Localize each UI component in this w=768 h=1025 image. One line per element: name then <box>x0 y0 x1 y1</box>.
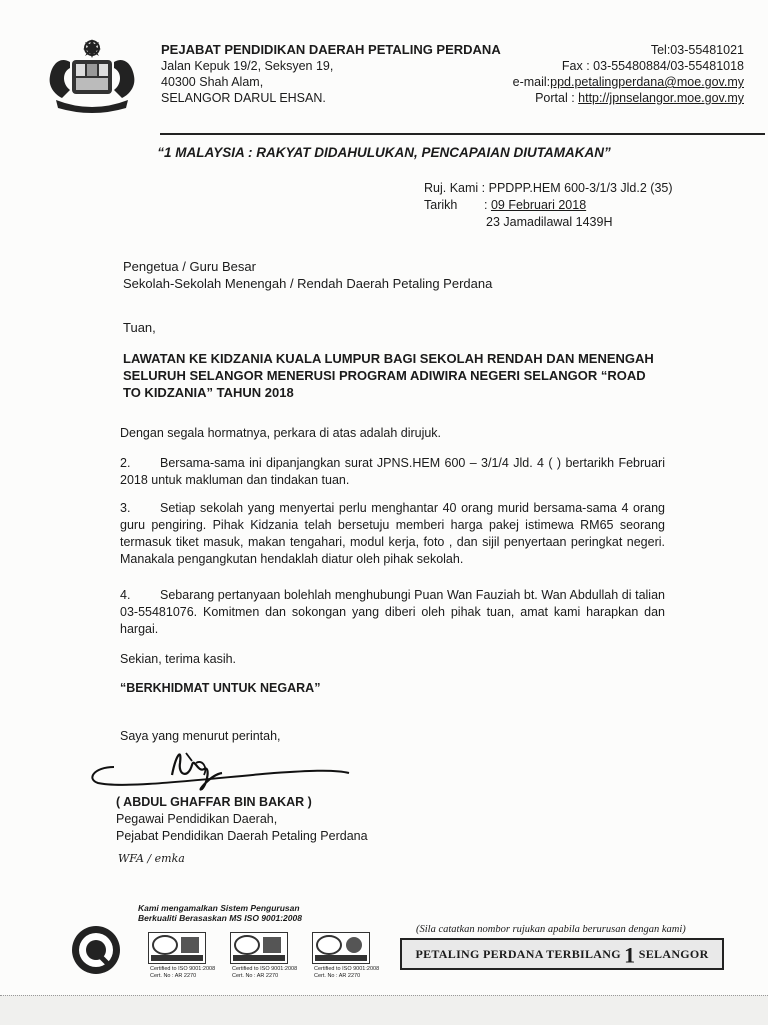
iso-line-1: Kami mengamalkan Sistem Pengurusan <box>138 903 300 913</box>
banner-right-text: SELANGOR <box>638 947 709 961</box>
recipient-line-2: Sekolah-Sekolah Menengah / Rendah Daerah Petaling Perdana <box>123 276 493 291</box>
fax: Fax : 03-55480884/03-55481018 <box>561 59 744 73</box>
paragraph-2-text: Bersama-sama ini dipanjangkan surat JPNS.HEM 600 – 3/1/4 Jld. 4 ( ) bertarikh Februari 2018 untuk makluman dan tindakan tuan. <box>120 456 665 487</box>
reference-block <box>424 180 673 231</box>
tarikh-value: 09 Februari 2018 <box>490 198 587 212</box>
email-line <box>513 74 744 90</box>
paragraph-4 <box>120 587 665 638</box>
date-line: Tarikh : 09 Februari 2018 <box>424 198 587 212</box>
email-link[interactable]: ppd.petalingperdana@moe.gov.my <box>550 75 744 89</box>
slogan: “1 MALAYSIA : RAKYAT DIDAHULUKAN, PENCAPAIAN DIUTAMAKAN” <box>157 145 611 160</box>
sirim-quality-icon <box>149 933 205 963</box>
scan-bottom-edge <box>0 995 768 1025</box>
intro-paragraph: Dengan segala hormatnya, perkara di atas adalah dirujuk. <box>120 426 442 440</box>
sirim-cert-badge-3 <box>312 932 370 964</box>
paragraph-4-text: Sebarang pertanyaan bolehlah menghubungi Puan Wan Fauziah bt. Wan Abdullah di talian 03-55481076. Komitmen dan sokongan yang diberi oleh pihak tuan, amat kami harapkan dan hargai. <box>120 588 665 636</box>
closing-line: Sekian, terima kasih. <box>120 652 237 666</box>
header-divider <box>160 133 765 135</box>
recipient-line-1: Pengetua / Guru Besar <box>123 259 256 274</box>
reference-line <box>424 180 673 197</box>
portal-link[interactable]: http://jpnselangor.moe.gov.my <box>578 91 744 105</box>
signer-office: Pejabat Pendidikan Daerah Petaling Perdana <box>116 829 368 843</box>
cert-caption-2-line-2: Cert. No : AR 2270 <box>232 973 279 979</box>
paragraph-2 <box>120 455 665 489</box>
cert-caption-3 <box>314 966 394 980</box>
paragraph-3-text: Setiap sekolah yang menyertai perlu menghantar 40 orang murid bersama-sama 4 orang guru pengiring. Pihak Kidzania telah bersetuju memberi harga pakej istimewa RM65 seorang termasuk tiket masuk, makan tengahari, modul kerja, foto , dan sijil penyertaan peringkat negeri. Manakala pengangkutan hendaklah diatur oleh pihak sekolah. <box>120 501 665 566</box>
banner-left-text: PETALING PERDANA TERBILANG <box>415 947 621 961</box>
address-line-1: Jalan Kepuk 19/2, Seksyen 19, <box>161 59 334 73</box>
salutation: Tuan, <box>123 320 156 335</box>
tarikh-label: Tarikh <box>424 198 458 212</box>
cert-caption-2 <box>232 966 312 980</box>
address-line-2: 40300 Shah Alam, <box>161 75 264 89</box>
sirim-cert-badge-2 <box>230 932 288 964</box>
cert-caption-3-line-1: Certified to ISO 9001:2008 <box>314 966 380 972</box>
cert-caption-2-line-1: Certified to ISO 9001:2008 <box>232 966 298 972</box>
portal-line <box>513 90 744 106</box>
signer-block <box>116 794 368 845</box>
portal-label: Portal : <box>535 91 575 105</box>
email-label: e-mail: <box>512 75 551 89</box>
sirim-iqnet-icon <box>313 933 369 963</box>
paragraph-3 <box>120 500 665 568</box>
iso-statement <box>138 903 302 923</box>
cert-caption-3-line-2: Cert. No : AR 2270 <box>314 973 361 979</box>
motto: “BERKHIDMAT UNTUK NEGARA” <box>120 681 321 695</box>
cert-caption-1-line-2: Cert. No : AR 2270 <box>150 973 197 979</box>
hijri-date: 23 Jamadilawal 1439H <box>486 215 613 229</box>
cert-caption-1 <box>150 966 230 980</box>
signature-image <box>84 745 354 795</box>
paragraph-3-number: 3. <box>120 501 131 515</box>
reference-initials: WFA / emka <box>118 852 185 865</box>
sign-off: Saya yang menurut perintah, <box>120 729 281 743</box>
signer-name: ( ABDUL GHAFFAR BIN BAKAR ) <box>116 795 312 809</box>
banner-one: 1 <box>624 942 636 968</box>
reference-note: (Sila catatkan nombor rujukan apabila berurusan dengan kami) <box>416 924 686 935</box>
quality-q-logo <box>70 924 122 976</box>
office-address-block <box>161 42 501 106</box>
iso-line-2: Berkualiti Berasaskan MS ISO 9001:2008 <box>138 913 302 923</box>
ruj-label: Ruj. Kami : <box>424 181 486 195</box>
office-name: PEJABAT PENDIDIKAN DAERAH PETALING PERDANA <box>161 42 501 57</box>
sirim-standard-icon <box>231 933 287 963</box>
cert-caption-1-line-1: Certified to ISO 9001:2008 <box>150 966 216 972</box>
ruj-value: PPDPP.HEM 600-3/1/3 Jld.2 (35) <box>488 181 673 195</box>
petaling-perdana-banner <box>400 938 724 970</box>
paragraph-4-number: 4. <box>120 588 131 602</box>
sirim-cert-badge-1 <box>148 932 206 964</box>
contact-block <box>513 42 744 106</box>
telephone: Tel:03-55481021 <box>650 43 744 57</box>
paragraph-2-number: 2. <box>120 456 131 470</box>
recipient-block <box>123 258 492 292</box>
coat-of-arms-logo <box>40 38 144 114</box>
subject-heading: LAWATAN KE KIDZANIA KUALA LUMPUR BAGI SEKOLAH RENDAH DAN MENENGAH SELURUH SELANGOR MENERUSI PROGRAM ADIWIRA NEGERI SELANGOR “ROAD TO KIDZANIA” TAHUN 2018 <box>123 351 654 400</box>
signer-title: Pegawai Pendidikan Daerah, <box>116 812 278 826</box>
address-line-3: SELANGOR DARUL EHSAN. <box>161 91 326 105</box>
